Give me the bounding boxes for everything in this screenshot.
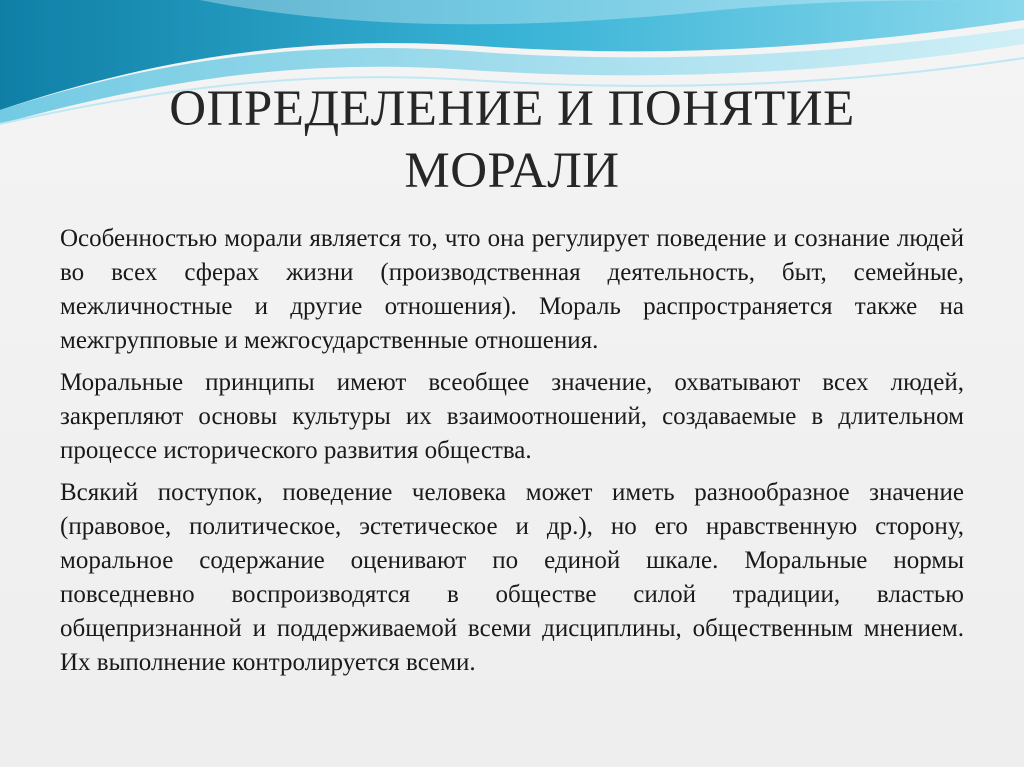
paragraph-1: Особенностью морали является то, что она регулирует поведение и сознание людей во всех сферах жизни (производственная деятельность, быт, семейные, межличностные и другие отношения). Мораль распространяется также на межгрупповые и межгосударственные отношения. xyxy=(60,225,964,354)
slide-title-line1: ОПРЕДЕЛЕНИЕ И ПОНЯТИЕ xyxy=(169,81,855,137)
slide-title-line2: МОРАЛИ xyxy=(404,143,620,199)
paragraph-3: Всякий поступок, поведение человека может иметь разнообразное значение (правовое, политическое, эстетическое и др.), но его нравственную сторону, моральное содержание оценивают по единой шкале. Моральные нормы повседневно воспроизводятся в обществе силой традиции, властью общепризнанной и поддерживаемой всеми дисциплины, общественным мнением. Их выполнение контролируется всеми. xyxy=(60,479,964,676)
slide-title xyxy=(60,78,964,202)
paragraph-2: Моральные принципы имеют всеобщее значение, охватывают всех людей, закрепляют основы культуры их взаимоотношений, создаваемые в длительном процессе исторического развития общества. xyxy=(60,369,964,464)
slide-body xyxy=(60,222,964,688)
